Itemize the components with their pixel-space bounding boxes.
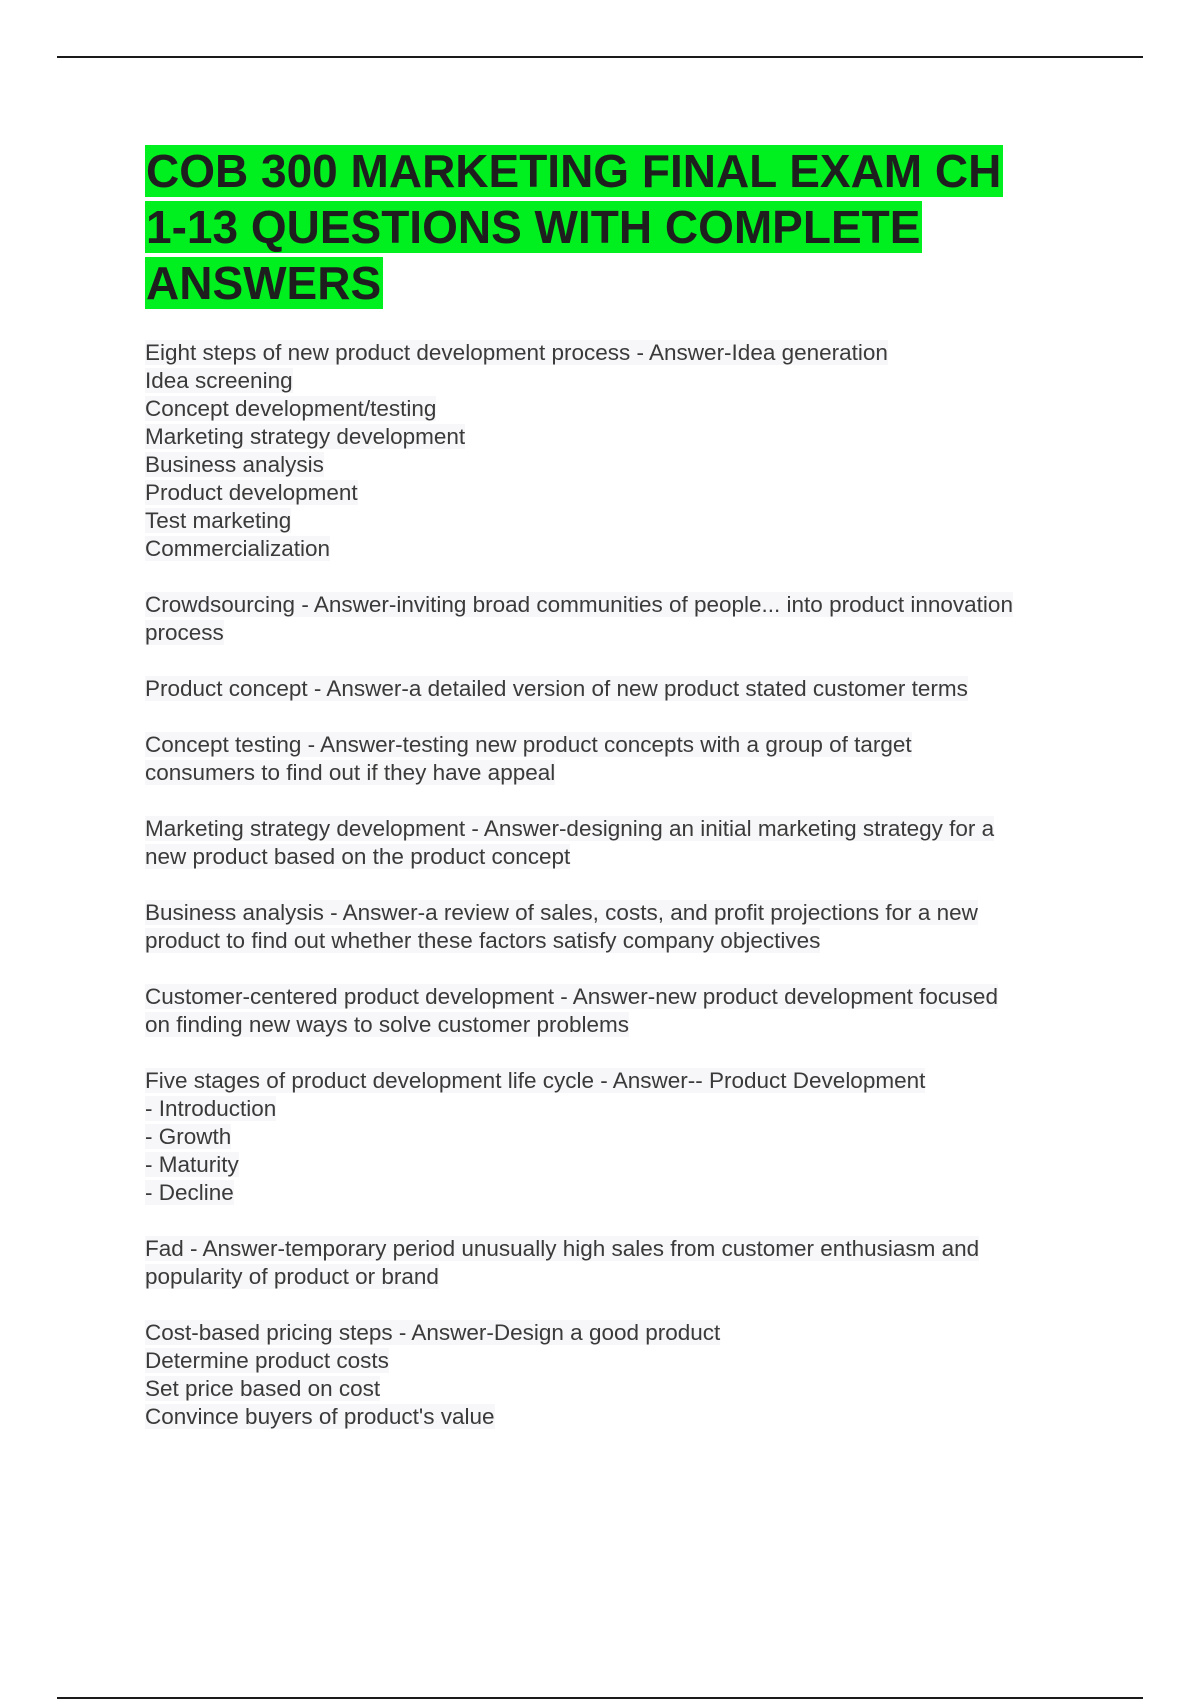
qa-line (145, 339, 1095, 367)
title-line-3: ANSWERS (146, 257, 382, 309)
document-title (145, 143, 1065, 311)
qa-line (145, 1235, 1095, 1263)
qa-line (145, 451, 1095, 479)
qa-line-text: product to find out whether these factors satisfy company objectives (145, 928, 821, 953)
qa-line (145, 1403, 1095, 1431)
qa-line (145, 395, 1095, 423)
qa-line-text: Business analysis (145, 452, 324, 477)
qa-entry (145, 1235, 1095, 1291)
qa-line-text: Product concept - Answer-a detailed version of new product stated customer terms (145, 676, 968, 701)
qa-line-text: Business analysis - Answer-a review of sales, costs, and profit projections for a new (145, 900, 978, 925)
qa-entry (145, 815, 1095, 871)
qa-line-text: Eight steps of new product development process - Answer-Idea generation (145, 340, 888, 365)
qa-line-text: Test marketing (145, 508, 292, 533)
qa-line (145, 535, 1095, 563)
qa-entry (145, 899, 1095, 955)
qa-line (145, 591, 1095, 619)
qa-line (145, 1151, 1095, 1179)
qa-line-text: - Growth (145, 1124, 232, 1149)
qa-line-text: Concept development/testing (145, 396, 437, 421)
qa-entry (145, 731, 1095, 787)
qa-line-text: - Maturity (145, 1152, 239, 1177)
qa-line-text: Product development (145, 480, 358, 505)
qa-line (145, 731, 1095, 759)
qa-entry (145, 591, 1095, 647)
qa-line-text: Marketing strategy development (145, 424, 466, 449)
qa-line (145, 423, 1095, 451)
qa-line (145, 1347, 1095, 1375)
qa-list (145, 339, 1095, 1459)
qa-line-text: process (145, 620, 224, 645)
qa-entry (145, 1067, 1095, 1207)
qa-line (145, 675, 1095, 703)
qa-line-text: on finding new ways to solve customer problems (145, 1012, 629, 1037)
qa-line-text: Determine product costs (145, 1348, 389, 1373)
qa-line (145, 1067, 1095, 1095)
qa-line (145, 1123, 1095, 1151)
qa-line-text: Concept testing - Answer-testing new product concepts with a group of target (145, 732, 912, 757)
qa-line (145, 927, 1095, 955)
qa-line (145, 1179, 1095, 1207)
title-line-1: COB 300 MARKETING FINAL EXAM CH (146, 145, 1002, 197)
qa-line (145, 507, 1095, 535)
qa-line-text: - Introduction (145, 1096, 277, 1121)
qa-entry (145, 1319, 1095, 1431)
qa-line (145, 1375, 1095, 1403)
qa-line-text: popularity of product or brand (145, 1264, 439, 1289)
qa-line-text: new product based on the product concept (145, 844, 571, 869)
qa-line-text: Customer-centered product development - Answer-new product development focused (145, 984, 998, 1009)
qa-line (145, 1011, 1095, 1039)
qa-line-text: Commercialization (145, 536, 331, 561)
qa-line-text: Fad - Answer-temporary period unusually high sales from customer enthusiasm and (145, 1236, 980, 1261)
title-line-2: 1-13 QUESTIONS WITH COMPLETE (146, 201, 921, 253)
qa-line (145, 983, 1095, 1011)
qa-line (145, 843, 1095, 871)
qa-line (145, 899, 1095, 927)
qa-line (145, 759, 1095, 787)
title-highlight (145, 145, 1003, 309)
qa-line-text: - Decline (145, 1180, 234, 1205)
qa-line-text: Cost-based pricing steps - Answer-Design a good product (145, 1320, 721, 1345)
qa-line-text: consumers to find out if they have appeal (145, 760, 556, 785)
qa-entry (145, 983, 1095, 1039)
qa-line-text: Convince buyers of product's value (145, 1404, 495, 1429)
qa-line (145, 367, 1095, 395)
qa-line (145, 1263, 1095, 1291)
qa-line (145, 1319, 1095, 1347)
qa-entry (145, 675, 1095, 703)
qa-line (145, 815, 1095, 843)
qa-line-text: Marketing strategy development - Answer-designing an initial marketing strategy for a (145, 816, 995, 841)
qa-line (145, 479, 1095, 507)
top-rule (57, 56, 1143, 58)
qa-line-text: Set price based on cost (145, 1376, 381, 1401)
qa-line (145, 1095, 1095, 1123)
qa-entry (145, 339, 1095, 563)
qa-line-text: Idea screening (145, 368, 293, 393)
qa-line (145, 619, 1095, 647)
qa-line-text: Five stages of product development life cycle - Answer-- Product Development (145, 1068, 926, 1093)
qa-line-text: Crowdsourcing - Answer-inviting broad communities of people... into product innovation (145, 592, 1013, 617)
bottom-rule (57, 1697, 1143, 1699)
